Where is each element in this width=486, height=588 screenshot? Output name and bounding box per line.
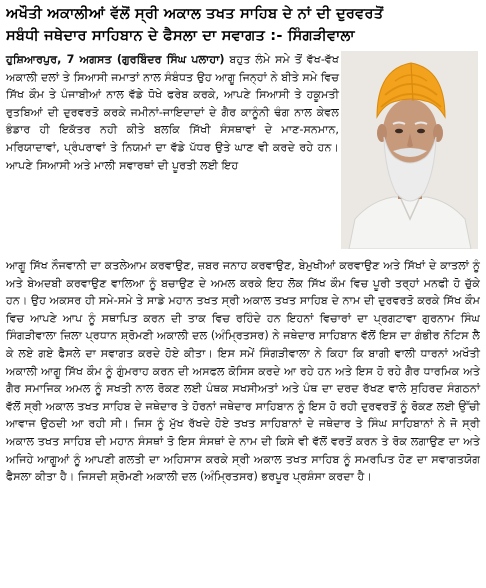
headline-line-1: ਅਖੌਤੀ ਅਕਾਲੀਆਂ ਵੱਲੋਂ ਸ੍ਰੀ ਅਕਾਲ ਤਖਤ ਸਾਹਿਬ ਦੇ ਨਾਂ ਦੀ ਦੁਰਵਰਤੋਂ xyxy=(6,5,384,22)
article-body xyxy=(6,257,480,486)
article-lead-paragraph xyxy=(6,51,339,174)
portrait-photo-icon xyxy=(341,51,478,249)
article-dateline: ਹੁਸ਼ਿਆਰਪੁਰ, 7 ਅਗਸਤ (ਗੁਰਬਿੰਦਰ ਸਿੰਘ ਪਲਾਹਾ) xyxy=(6,53,225,66)
article-lead-column xyxy=(6,51,339,174)
news-article xyxy=(6,3,480,585)
article-top-block xyxy=(6,51,480,256)
article-headline xyxy=(6,3,480,47)
article-lead-text: ਬਹੁਤ ਲੰਮੇ ਸਮੇ ਤੋਂ ਵੱਖ-ਵੱਖ ਅਕਾਲੀ ਦਲਾਂ ਤੇ ਸਿਆਸੀ ਜਮਾਤਾਂ ਨਾਲ ਸੰਬੰਧਤ ਉਹ ਆਗੂ ਜਿਨ੍ਹਾਂ ਨੇ ਬੀਤੇ ਸਮੇ ਵਿਚ ਸਿੱਖ ਕੌਮ ਤੇ ਪੰਜਾਬੀਆਂ ਨਾਲ ਵੱਡੇ ਧੋਖੇ ਫਰੇਬ ਕਰਕੇ, ਆਪਣੇ ਸਿਆਸੀ ਤੇ ਹਕੂਮਤੀ ਰੁਤਬਿਆਂ ਦੀ ਦੁਰਵਰਤੋ ਕਰਕੇ ਜਮੀਨਾਂ-ਜਾਇਦਾਦਾਂ ਦੇ ਗੈਰ ਕਾਨੂੰਨੀ ਢੰਗ ਨਾਲ ਕੇਵਲ ਭੰਡਾਰ ਹੀ ਇਕੱਤਰ ਨਹੀ ਕੀਤੇ ਬਲਕਿ ਸਿੱਖੀ ਸੰਸਥਾਵਾਂ ਦੇ ਮਾਣ-ਸਨਮਾਨ, ਮਰਿਯਾਦਾਵਾਂ, ਪ੍ਰੰਪਰਾਵਾਂ ਤੇ ਨਿਯਮਾਂ ਦਾ ਵੱਡੇ ਪੱਧਰ ਉਤੇ ਘਾਣ ਵੀ ਕਰਦੇ ਰਹੇ ਹਨ। ਆਪਣੇ ਸਿਆਸੀ ਅਤੇ ਮਾਲੀ ਸਵਾਰਥਾਂ ਦੀ ਪੂਰਤੀ ਲਈ ਇਹ xyxy=(6,53,340,172)
portrait-photo xyxy=(341,51,478,249)
article-body-paragraph: ਆਗੂ ਸਿੱਖ ਨੌਜਵਾਨੀ ਦਾ ਕਤਲੇਆਮ ਕਰਵਾਉਣ, ਜ਼ਬਰ ਜਨਾਹ ਕਰਵਾਉਣ, ਬੇਮੁਖੀਆਂ ਕਰਵਾਉਣ ਅਤੇ ਸਿੱਖਾਂ ਦੇ ਕਾਤਲਾਂ ਨੂੰ ਅਤੇ ਬੇਅਦਬੀ ਕਰਵਾਉਣ ਵਾਲਿਆ ਨੂੰ ਬਚਾਉਣ ਦੇ ਅਮਲ ਕਰਕੇ ਇਹ ਲੋਕ ਸਿੱਖ ਕੌਮ ਵਿਚ ਪੂਰੀ ਤਰ੍ਹਾਂ ਮਨਫੀ ਹੋ ਚੁੱਕੇ ਹਨ। ਉਹ ਅਕਸਰ ਹੀ ਸਮੇ-ਸਮੇ ਤੇ ਸਾਡੇ ਮਹਾਨ ਤਖਤ ਸ੍ਰੀ ਅਕਾਲ ਤਖਤ ਸਾਹਿਬ ਦੇ ਨਾਮ ਦੀ ਦੁਰਵਰਤੋ ਕਰਕੇ ਸਿੱਖ ਕੌਮ ਵਿਚ ਆਪਣੇ ਆਪ ਨੂੰ ਸਥਾਪਿਤ ਕਰਨ ਦੀ ਤਾਕ ਵਿਚ ਰਹਿੰਦੇ ਹਨ ਇਹਨਾਂ ਵਿਚਾਰਾਂ ਦਾ ਪ੍ਰਗਟਾਵਾ ਗੁਰਨਾਮ ਸਿੰਘ ਸਿੰਗੜੀਵਾਲਾ ਜ਼ਿਲਾ ਪ੍ਰਧਾਨ ਸ਼੍ਰੋਮਣੀ ਅਕਾਲੀ ਦਲ (ਅੰਮ੍ਰਿਤਸਰ) ਨੇ ਜਥੇਦਾਰ ਸਾਹਿਬਾਨ ਵੱਲੋਂ ਇਸ ਦਾ ਗੰਭੀਰ ਨੋਟਿਸ ਲੈ ਕੇ ਲਏ ਗਏ ਫੈਸਲੇ ਦਾ ਸਵਾਗਤ ਕਰਦੇ ਹੋਏ ਕੀਤਾ। ਇਸ ਸਮੇਂ ਸਿੰਗੜੀਵਾਲਾ ਨੇ ਕਿਹਾ ਕਿ ਬਾਗੀ ਵਾਲੀ ਧਾਰਨਾਂ ਅਖੌਤੀ ਅਕਾਲੀ ਆਗੂ ਸਿੱਖ ਕੌਮ ਨੂੰ ਗੁੰਮਰਾਹ ਕਰਨ ਦੀ ਅਸਫਲ ਕੋਸਿਸ ਕਰਦੇ ਆ ਰਹੇ ਹਨ ਅਤੇ ਇਸ ਹੋ ਰਹੇ ਗੈਰ ਧਾਰਮਿਕ ਅਤੇ ਗੈਰ ਸਮਾਜਿਕ ਅਮਲ ਨੂੰ ਸਖਤੀ ਨਾਲ ਰੋਕਣ ਲਈ ਪੰਥਕ ਸਖਸੀਅਤਾਂ ਅਤੇ ਪੰਥ ਦਾ ਦਰਦ ਰੱਖਣ ਵਾਲੇ ਸੁਹਿਰਦ ਸੰਗਠਨਾਂ ਵੱਲੋਂ ਸ੍ਰੀ ਅਕਾਲ ਤਖਤ ਸਾਹਿਬ ਦੇ ਜਥੇਦਾਰ ਤੇ ਹੋਰਨਾਂ ਜਥੇਦਾਰ ਸਾਹਿਬਾਨ ਨੂੰ ਇਸ ਹੋ ਰਹੀ ਦੁਰਵਰਤੋਂ ਨੂੰ ਰੋਕਣ ਲਈ ਉੱਚੀ ਆਵਾਜ ਉਠਦੀ ਆ ਰਹੀ ਸੀ। ਜਿਸ ਨੂੰ ਮੁੱਖ ਰੱਖਦੇ ਹੋਏ ਤਖਤ ਸਾਹਿਬਾਨਾਂ ਦੇ ਜਥੇਦਾਰ ਤੇ ਸਿੰਘ ਸਾਹਿਬਾਨਾਂ ਨੇ ਜੋ ਸ੍ਰੀ ਅਕਾਲ ਤਖਤ ਸਾਹਿਬ ਦੀ ਮਹਾਨ ਸੰਸਥਾਂ ਤੋ ਇਸ ਸੰਸਥਾਂ ਦੇ ਨਾਮ ਦੀ ਕਿਸੇ ਵੀ ਵੱਲੋਂ ਵਰਤੋਂ ਕਰਨ ਤੇ ਰੋਕ ਲਗਾਉਣ ਦਾ ਅਤੇ ਅਜਿਹੇ ਆਗੂਆਂ ਨੂੰ ਆਪਣੀ ਗਲਤੀ ਦਾ ਅਹਿਸਾਸ ਕਰਕੇ ਸ੍ਰੀ ਅਕਾਲ ਤਖਤ ਸਾਹਿਬ ਨੂੰ ਸਮਰਪਿਤ ਹੋਣ ਦਾ ਸਵਾਗਤਯੋਗ ਫੈਸਲਾ ਕੀਤਾ ਹੈ। ਜਿਸਦੀ ਸ਼੍ਰੋਮਣੀ ਅਕਾਲੀ ਦਲ (ਅੰਮ੍ਰਿਤਸਰ) ਭਰਪੂਰ ਪ੍ਰਸ਼ੰਸਾ ਕਰਦਾ ਹੈ। xyxy=(6,259,480,484)
headline-line-2: ਸਬੰਧੀ ਜਥੇਦਾਰ ਸਾਹਿਬਾਨ ਦੇ ਫੈਸਲਾ ਦਾ ਸਵਾਗਤ :- ਸਿੰਗੜੀਵਾਲਾ xyxy=(6,27,355,44)
